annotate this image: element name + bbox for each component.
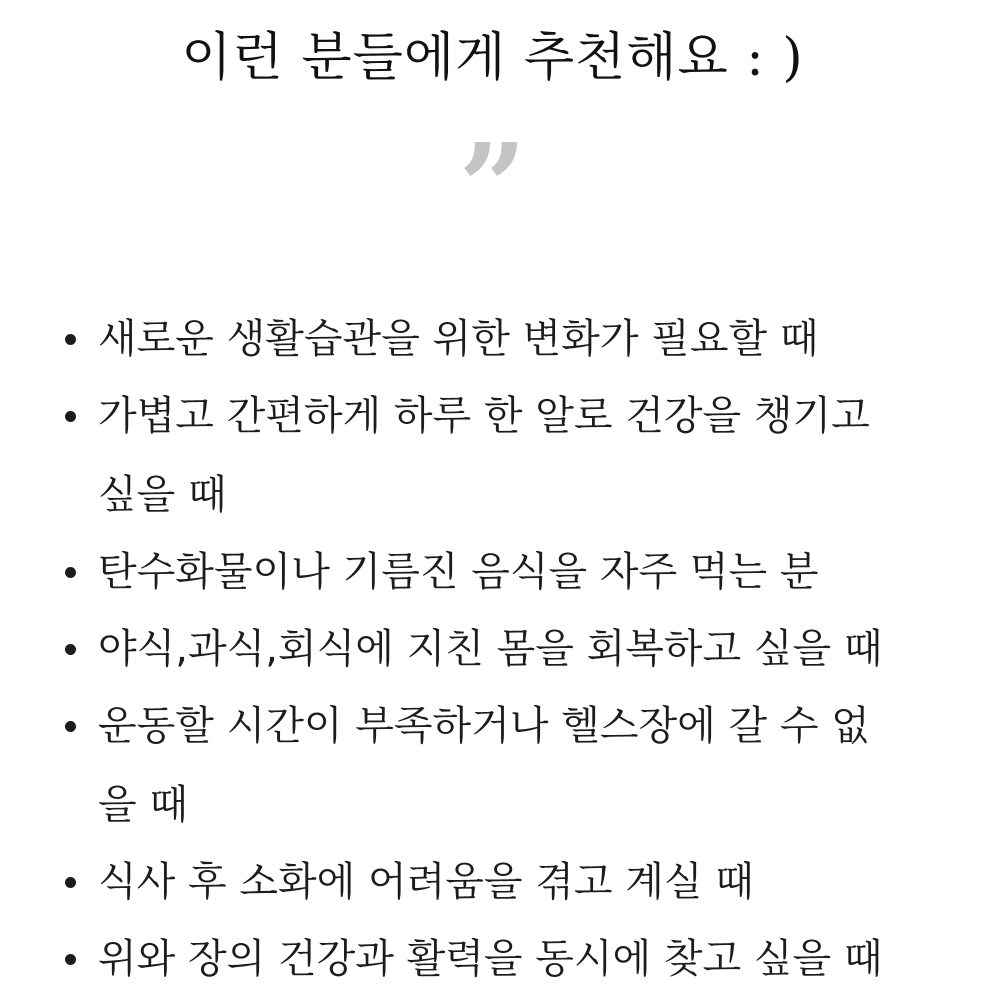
list-item [0, 920, 985, 999]
bullet-icon [65, 334, 76, 345]
page-title: 이런 분들에게 추천해요 : ) [181, 28, 804, 88]
quotation-mark-icon: ” [458, 117, 527, 256]
bullet-icon [65, 411, 76, 422]
list-item-text: 탄수화물이나 기름진 음식을 자주 먹는 분 [98, 549, 819, 595]
list-item-text: 운동할 시간이 부족하거나 헬스장에 갈 수 없 [98, 703, 870, 749]
list-item [0, 843, 985, 922]
bullet-icon [65, 567, 76, 578]
bullet-icon [65, 954, 76, 965]
list-item [0, 533, 985, 612]
list-item-text: 새로운 생활습관을 위한 변화가 필요할 때 [98, 316, 819, 362]
list-item-text-continued: 싶을 때 [98, 472, 227, 518]
list-item-text: 야식,과식,회식에 지친 몸을 회복하고 싶을 때 [98, 626, 883, 672]
list-item-text-continued: 을 때 [98, 782, 188, 828]
list-item [0, 687, 985, 845]
bullet-icon [65, 721, 76, 732]
bullet-icon [65, 644, 76, 655]
list-item [0, 377, 985, 535]
list-item-text: 식사 후 소화에 어려움을 겪고 계실 때 [98, 859, 754, 905]
list-item [0, 300, 985, 379]
bullet-icon [65, 877, 76, 888]
list-item-text: 위와 장의 건강과 활력을 동시에 찾고 싶을 때 [98, 936, 883, 982]
recommendation-list [0, 302, 985, 999]
list-item-text: 가볍고 간편하게 하루 한 알로 건강을 챙기고 [98, 393, 870, 439]
list-item [0, 610, 985, 689]
